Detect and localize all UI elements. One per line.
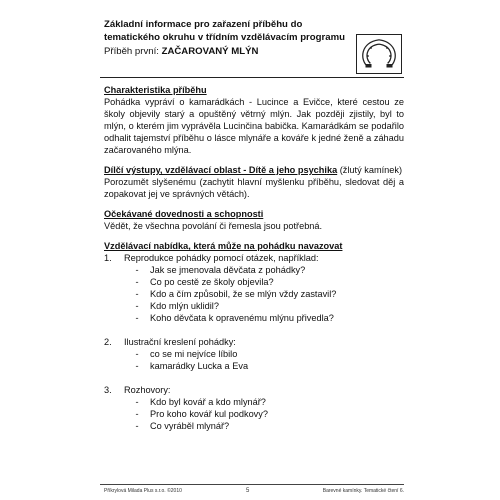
document-content — [104, 84, 404, 444]
sub-item: - kamarádky Lucka a Eva — [135, 361, 249, 371]
item-text: Ilustrační kreslení pohádky: — [124, 337, 236, 347]
list-item — [104, 384, 404, 432]
section-note: (žlutý kamínek) — [337, 165, 403, 175]
footer-divider — [100, 484, 404, 485]
sub-item: - Jak se jmenovala děvčata z pohádky? — [135, 265, 306, 275]
story-name: ZAČAROVANÝ MLÝN — [161, 46, 259, 57]
section-outputs — [104, 164, 404, 200]
sub-item: - Co po cestě ze školy objevila? — [135, 277, 274, 287]
sub-item: - Kdo mlýn uklidil? — [135, 301, 219, 311]
footer-publisher: Příkrylová Milada Plus s.r.o. ©2010 — [104, 488, 182, 494]
sub-item-text: Koho děvčata k opravenému mlýnu přivedla? — [150, 313, 334, 323]
list-item — [104, 336, 404, 372]
section-text: Pohádka vypráví o kamarádkách - Lucince a Evičce, které cestou ze školy objevily starý a opuštěný větrný mlýn. Jak později zjistily, byl to mlýn, o kterém jim vyprávěla Lucinčina babička. Kamarádkám se podařilo odhalit tajemství příběhu o lásce mlynáře a kováře k jedné ženě a záhadu začarovaného mlýna. — [104, 97, 404, 155]
item-text: Rozhovory: — [124, 385, 171, 395]
sub-item-text: co se mi nejvíce líbilo — [150, 349, 238, 359]
story-prefix: Příběh první: — [104, 46, 162, 57]
sub-list — [104, 264, 404, 324]
section-offer — [104, 240, 404, 432]
horseshoe-icon-frame — [356, 34, 402, 74]
sub-item-text: Jak se jmenovala děvčata z pohádky? — [150, 265, 306, 275]
sub-item: - Kdo a čím způsobil, že se mlýn vždy zastavil? — [135, 289, 337, 299]
sub-item-text: kamarádky Lucka a Eva — [150, 361, 249, 371]
sub-item-text: Kdo mlýn uklidil? — [150, 301, 219, 311]
item-number: 1. — [104, 253, 112, 263]
info-header — [104, 19, 352, 58]
sub-item: - Pro koho kovář kul podkovy? — [135, 409, 268, 419]
sub-item: - Kdo byl kovář a kdo mlynář? — [135, 397, 266, 407]
story-heading — [104, 45, 352, 58]
sub-item: - Co vyráběl mlynář? — [135, 421, 230, 431]
offer-list — [104, 252, 404, 432]
section-text: Porozumět slyšenému (zachytit hlavní myšlenku příběhu, sledovat děj a zopakovat jej ve správných větách). — [104, 177, 404, 199]
section-title: Dílčí výstupy, vzdělávací oblast - Dítě a jeho psychika — [104, 165, 338, 175]
sub-item: - co se mi nejvíce líbilo — [135, 349, 238, 359]
header-title: Základní informace pro zařazení příběhu do tematického okruhu v třídním vzdělávacím programu — [104, 19, 345, 43]
item-number: 2. — [104, 337, 112, 347]
sub-item-text: Pro koho kovář kul podkovy? — [150, 409, 268, 419]
list-item — [104, 252, 404, 324]
page-number: 5 — [246, 488, 250, 494]
header-divider — [100, 77, 404, 78]
sub-list — [104, 396, 404, 432]
section-text: Vědět, že všechna povolání či řemesla jsou potřebná. — [104, 221, 323, 231]
item-number: 3. — [104, 385, 112, 395]
section-characteristics — [104, 84, 404, 156]
item-text: Reprodukce pohádky pomocí otázek, například: — [124, 253, 319, 263]
section-heading — [104, 164, 404, 176]
sub-item-text: Co vyráběl mlynář? — [150, 421, 230, 431]
horseshoe-icon — [357, 35, 401, 73]
section-title: Očekávané dovednosti a schopnosti — [104, 209, 264, 219]
footer-series: Barevné kamínky. Tematické čtení 6. — [322, 488, 404, 494]
sub-item-text: Kdo a čím způsobil, že se mlýn vždy zastavil? — [150, 289, 337, 299]
section-title: Charakteristika příběhu — [104, 85, 207, 95]
sub-item-text: Kdo byl kovář a kdo mlynář? — [150, 397, 266, 407]
sub-item: - Koho děvčata k opravenému mlýnu přivedla? — [135, 313, 334, 323]
sub-list — [104, 348, 404, 372]
section-skills — [104, 208, 404, 232]
sub-item-text: Co po cestě ze školy objevila? — [150, 277, 274, 287]
section-title: Vzdělávací nabídka, která může na pohádku navazovat — [104, 241, 343, 251]
